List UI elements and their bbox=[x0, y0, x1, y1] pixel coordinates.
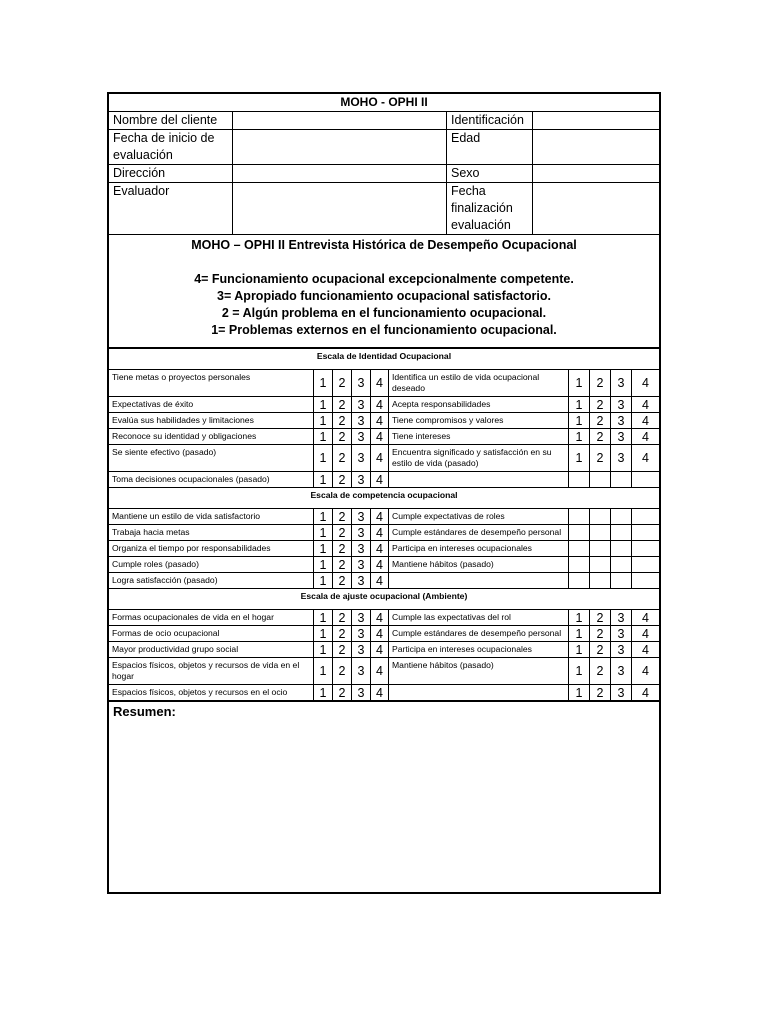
score-option[interactable]: 1 bbox=[314, 525, 333, 541]
score-cell-empty bbox=[569, 541, 590, 557]
score-cell-empty bbox=[611, 509, 632, 525]
item-label: Cumple roles (pasado) bbox=[109, 557, 314, 573]
item-label: Tiene compromisos y valores bbox=[389, 413, 569, 429]
score-option[interactable]: 4 bbox=[371, 509, 389, 525]
score-option[interactable]: 1 bbox=[314, 370, 333, 397]
score-option[interactable]: 1 bbox=[569, 445, 590, 472]
score-option[interactable]: 1 bbox=[569, 658, 590, 685]
score-cell-empty bbox=[632, 557, 660, 573]
score-option[interactable]: 1 bbox=[569, 642, 590, 658]
score-option[interactable]: 4 bbox=[632, 370, 660, 397]
score-cell-empty bbox=[611, 573, 632, 589]
section-title: Escala de ajuste ocupacional (Ambiente) bbox=[109, 589, 660, 610]
item-label: Espacios físicos, objetos y recursos de vida en el hogar bbox=[109, 658, 314, 685]
item-label: Participa en intereses ocupacionales bbox=[389, 541, 569, 557]
score-option[interactable]: 4 bbox=[371, 472, 389, 488]
ophi-form bbox=[107, 92, 661, 894]
score-option[interactable]: 3 bbox=[611, 658, 632, 685]
legend-line-1: 1= Problemas externos en el funcionamiento ocupacional. bbox=[211, 323, 557, 337]
scale-row bbox=[109, 610, 660, 626]
score-option[interactable]: 3 bbox=[611, 429, 632, 445]
item-label bbox=[389, 573, 569, 589]
score-option[interactable]: 3 bbox=[352, 557, 371, 573]
score-option[interactable]: 2 bbox=[590, 445, 611, 472]
score-option[interactable]: 2 bbox=[333, 370, 352, 397]
address-label: Dirección bbox=[109, 165, 233, 183]
item-label: Mayor productividad grupo social bbox=[109, 642, 314, 658]
score-option[interactable]: 3 bbox=[352, 413, 371, 429]
score-option[interactable]: 3 bbox=[611, 445, 632, 472]
legend-line-2: 2 = Algún problema en el funcionamiento ocupacional. bbox=[221, 306, 547, 320]
score-option[interactable]: 1 bbox=[314, 557, 333, 573]
score-option[interactable]: 1 bbox=[314, 573, 333, 589]
score-option[interactable]: 2 bbox=[333, 445, 352, 472]
score-cell-empty bbox=[590, 509, 611, 525]
score-option[interactable]: 1 bbox=[314, 397, 333, 413]
score-option[interactable]: 2 bbox=[333, 642, 352, 658]
score-option[interactable]: 3 bbox=[611, 642, 632, 658]
item-label: Cumple expectativas de roles bbox=[389, 509, 569, 525]
score-option[interactable]: 2 bbox=[590, 397, 611, 413]
item-label: Reconoce su identidad y obligaciones bbox=[109, 429, 314, 445]
start-date-label: Fecha de inicio de evaluación bbox=[109, 130, 233, 165]
score-option[interactable]: 2 bbox=[333, 472, 352, 488]
scale-row bbox=[109, 445, 660, 472]
form-title: MOHO - OPHI II bbox=[109, 94, 660, 112]
score-option[interactable]: 3 bbox=[611, 370, 632, 397]
score-option[interactable]: 3 bbox=[352, 472, 371, 488]
score-option[interactable]: 1 bbox=[314, 472, 333, 488]
client-name-label: Nombre del cliente bbox=[109, 112, 233, 130]
scale-row bbox=[109, 626, 660, 642]
scale-table bbox=[108, 348, 660, 701]
scale-row bbox=[109, 557, 660, 573]
score-option[interactable]: 2 bbox=[590, 642, 611, 658]
score-option[interactable]: 1 bbox=[314, 509, 333, 525]
score-option[interactable]: 3 bbox=[611, 397, 632, 413]
score-cell-empty bbox=[590, 525, 611, 541]
scale-row bbox=[109, 397, 660, 413]
score-option[interactable]: 2 bbox=[333, 573, 352, 589]
score-option[interactable]: 4 bbox=[371, 573, 389, 589]
client-name-field[interactable] bbox=[233, 112, 447, 130]
score-option[interactable]: 3 bbox=[352, 642, 371, 658]
score-option[interactable]: 4 bbox=[371, 397, 389, 413]
score-option[interactable]: 2 bbox=[590, 413, 611, 429]
score-option[interactable]: 1 bbox=[314, 429, 333, 445]
score-option[interactable]: 2 bbox=[590, 370, 611, 397]
score-option[interactable]: 3 bbox=[352, 685, 371, 701]
score-option[interactable]: 2 bbox=[590, 610, 611, 626]
score-option[interactable]: 4 bbox=[371, 370, 389, 397]
item-label: Espacios físicos, objetos y recursos en el ocio bbox=[109, 685, 314, 701]
section-title: Escala de Identidad Ocupacional bbox=[109, 349, 660, 370]
score-option[interactable]: 1 bbox=[314, 642, 333, 658]
score-option[interactable]: 4 bbox=[371, 610, 389, 626]
score-option[interactable]: 3 bbox=[352, 429, 371, 445]
summary-label: Resumen: bbox=[113, 704, 176, 719]
legend-title: MOHO – OPHI II Entrevista Histórica de Desempeño Ocupacional bbox=[191, 238, 577, 252]
score-option[interactable]: 2 bbox=[333, 509, 352, 525]
score-cell-empty bbox=[569, 472, 590, 488]
section-title: Escala de competencia ocupacional bbox=[109, 488, 660, 509]
score-option[interactable]: 4 bbox=[632, 626, 660, 642]
score-cell-empty bbox=[611, 472, 632, 488]
item-label: Evalúa sus habilidades y limitaciones bbox=[109, 413, 314, 429]
scoring-legend bbox=[109, 235, 660, 348]
scale-row bbox=[109, 658, 660, 685]
scale-row bbox=[109, 525, 660, 541]
score-option[interactable]: 1 bbox=[314, 626, 333, 642]
score-cell-empty bbox=[611, 525, 632, 541]
score-option[interactable]: 2 bbox=[333, 610, 352, 626]
item-label: Acepta responsabilidades bbox=[389, 397, 569, 413]
score-option[interactable]: 1 bbox=[569, 626, 590, 642]
item-label bbox=[389, 685, 569, 701]
evaluator-field[interactable] bbox=[233, 183, 447, 235]
score-option[interactable]: 4 bbox=[632, 445, 660, 472]
score-option[interactable]: 3 bbox=[352, 626, 371, 642]
score-option[interactable]: 4 bbox=[632, 642, 660, 658]
score-option[interactable]: 2 bbox=[333, 525, 352, 541]
score-option[interactable]: 4 bbox=[371, 685, 389, 701]
score-cell-empty bbox=[632, 541, 660, 557]
scale-row bbox=[109, 429, 660, 445]
score-option[interactable]: 3 bbox=[352, 509, 371, 525]
scale-row bbox=[109, 573, 660, 589]
score-option[interactable]: 4 bbox=[632, 429, 660, 445]
evaluator-label: Evaluador bbox=[109, 183, 233, 235]
scale-row bbox=[109, 642, 660, 658]
summary-table bbox=[108, 701, 660, 893]
scale-row bbox=[109, 472, 660, 488]
score-option[interactable]: 4 bbox=[371, 626, 389, 642]
score-option[interactable]: 1 bbox=[569, 413, 590, 429]
score-cell-empty bbox=[632, 525, 660, 541]
score-option[interactable]: 3 bbox=[352, 610, 371, 626]
score-option[interactable]: 2 bbox=[590, 658, 611, 685]
score-option[interactable]: 1 bbox=[314, 541, 333, 557]
address-field[interactable] bbox=[233, 165, 447, 183]
score-cell-empty bbox=[590, 472, 611, 488]
header-table bbox=[108, 93, 660, 348]
score-option[interactable]: 1 bbox=[569, 610, 590, 626]
id-field[interactable] bbox=[533, 112, 660, 130]
score-cell-empty bbox=[569, 573, 590, 589]
sex-label: Sexo bbox=[447, 165, 533, 183]
item-label: Se siente efectivo (pasado) bbox=[109, 445, 314, 472]
scale-row bbox=[109, 370, 660, 397]
score-option[interactable]: 3 bbox=[611, 413, 632, 429]
score-option[interactable]: 4 bbox=[371, 413, 389, 429]
item-label bbox=[389, 472, 569, 488]
score-option[interactable]: 1 bbox=[314, 658, 333, 685]
score-option[interactable]: 3 bbox=[611, 626, 632, 642]
score-option[interactable]: 4 bbox=[371, 445, 389, 472]
score-option[interactable]: 2 bbox=[333, 658, 352, 685]
score-option[interactable]: 2 bbox=[333, 429, 352, 445]
summary-area[interactable] bbox=[109, 702, 660, 893]
age-field[interactable] bbox=[533, 130, 660, 165]
score-option[interactable]: 4 bbox=[371, 642, 389, 658]
score-cell-empty bbox=[611, 541, 632, 557]
item-label: Logra satisfacción (pasado) bbox=[109, 573, 314, 589]
score-option[interactable]: 3 bbox=[352, 370, 371, 397]
score-option[interactable]: 3 bbox=[352, 573, 371, 589]
legend-line-4: 4= Funcionamiento ocupacional excepcionalmente competente. bbox=[194, 272, 574, 286]
score-option[interactable]: 2 bbox=[333, 626, 352, 642]
age-label: Edad bbox=[447, 130, 533, 165]
item-label: Mantiene un estilo de vida satisfactorio bbox=[109, 509, 314, 525]
score-option[interactable]: 4 bbox=[632, 658, 660, 685]
item-label: Expectativas de éxito bbox=[109, 397, 314, 413]
score-cell-empty bbox=[569, 525, 590, 541]
score-option[interactable]: 4 bbox=[371, 525, 389, 541]
score-option[interactable]: 2 bbox=[590, 429, 611, 445]
item-label: Cumple estándares de desempeño personal bbox=[389, 525, 569, 541]
end-date-field[interactable] bbox=[533, 183, 660, 235]
item-label: Mantiene hábitos (pasado) bbox=[389, 658, 569, 685]
scale-row bbox=[109, 413, 660, 429]
score-option[interactable]: 2 bbox=[333, 557, 352, 573]
score-option[interactable]: 1 bbox=[314, 610, 333, 626]
score-option[interactable]: 1 bbox=[314, 413, 333, 429]
end-date-label: Fecha finalización evaluación bbox=[447, 183, 533, 235]
score-option[interactable]: 3 bbox=[611, 610, 632, 626]
score-cell-empty bbox=[611, 557, 632, 573]
item-label: Cumple las expectativas del rol bbox=[389, 610, 569, 626]
score-option[interactable]: 3 bbox=[352, 541, 371, 557]
score-option[interactable]: 4 bbox=[632, 397, 660, 413]
score-option[interactable]: 4 bbox=[371, 658, 389, 685]
score-option[interactable]: 1 bbox=[569, 429, 590, 445]
scale-row bbox=[109, 509, 660, 525]
score-cell-empty bbox=[632, 509, 660, 525]
score-option[interactable]: 3 bbox=[352, 658, 371, 685]
score-option[interactable]: 4 bbox=[371, 557, 389, 573]
scale-row bbox=[109, 541, 660, 557]
score-option[interactable]: 1 bbox=[569, 370, 590, 397]
score-option[interactable]: 2 bbox=[590, 685, 611, 701]
item-label: Formas ocupacionales de vida en el hogar bbox=[109, 610, 314, 626]
score-option[interactable]: 3 bbox=[352, 445, 371, 472]
score-option[interactable]: 2 bbox=[333, 413, 352, 429]
score-option[interactable]: 4 bbox=[371, 541, 389, 557]
score-option[interactable]: 1 bbox=[314, 685, 333, 701]
score-cell-empty bbox=[590, 573, 611, 589]
item-label: Encuentra significado y satisfacción en su estilo de vida (pasado) bbox=[389, 445, 569, 472]
score-option[interactable]: 3 bbox=[611, 685, 632, 701]
score-option[interactable]: 4 bbox=[632, 685, 660, 701]
item-label: Trabaja hacia metas bbox=[109, 525, 314, 541]
score-option[interactable]: 3 bbox=[352, 397, 371, 413]
score-cell-empty bbox=[632, 472, 660, 488]
item-label: Toma decisiones ocupacionales (pasado) bbox=[109, 472, 314, 488]
id-label: Identificación bbox=[447, 112, 533, 130]
score-cell-empty bbox=[590, 557, 611, 573]
score-option[interactable]: 3 bbox=[352, 525, 371, 541]
legend-line-3: 3= Apropiado funcionamiento ocupacional satisfactorio. bbox=[217, 289, 551, 303]
score-option[interactable]: 4 bbox=[632, 610, 660, 626]
score-cell-empty bbox=[632, 573, 660, 589]
start-date-field[interactable] bbox=[233, 130, 447, 165]
score-option[interactable]: 1 bbox=[569, 397, 590, 413]
score-option[interactable]: 4 bbox=[371, 429, 389, 445]
item-label: Participa en intereses ocupacionales bbox=[389, 642, 569, 658]
item-label: Cumple estándares de desempeño personal bbox=[389, 626, 569, 642]
score-option[interactable]: 1 bbox=[314, 445, 333, 472]
item-label: Organiza el tiempo por responsabilidades bbox=[109, 541, 314, 557]
item-label: Identifica un estilo de vida ocupacional deseado bbox=[389, 370, 569, 397]
scale-row bbox=[109, 685, 660, 701]
item-label: Tiene intereses bbox=[389, 429, 569, 445]
score-cell-empty bbox=[590, 541, 611, 557]
score-option[interactable]: 4 bbox=[632, 413, 660, 429]
score-option[interactable]: 1 bbox=[569, 685, 590, 701]
item-label: Formas de ocio ocupacional bbox=[109, 626, 314, 642]
score-option[interactable]: 2 bbox=[333, 541, 352, 557]
item-label: Mantiene hábitos (pasado) bbox=[389, 557, 569, 573]
item-label: Tiene metas o proyectos personales bbox=[109, 370, 314, 397]
score-cell-empty bbox=[569, 557, 590, 573]
score-option[interactable]: 2 bbox=[333, 685, 352, 701]
score-option[interactable]: 2 bbox=[333, 397, 352, 413]
score-option[interactable]: 2 bbox=[590, 626, 611, 642]
score-cell-empty bbox=[569, 509, 590, 525]
sex-field[interactable] bbox=[533, 165, 660, 183]
